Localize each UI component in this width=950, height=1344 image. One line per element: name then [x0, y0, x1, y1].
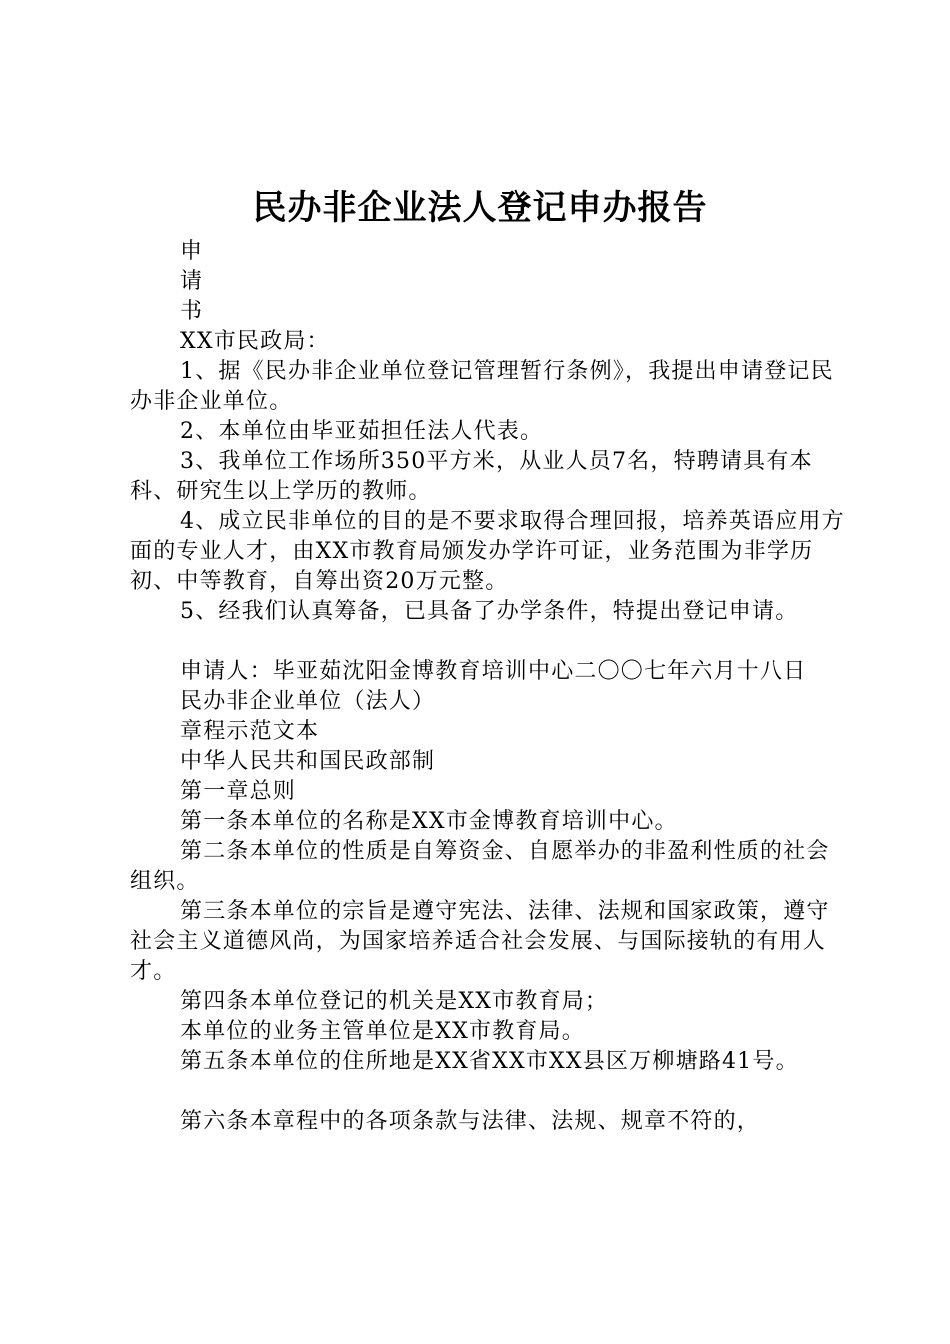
article-1: 第一条本单位的名称是XX市金博教育培训中心。 [180, 809, 678, 834]
paragraph-shu: 书 [180, 299, 204, 324]
document-title: 民办非企业法人登记申办报告 [252, 188, 708, 228]
blank-line [130, 627, 850, 657]
article-6: 第六条本章程中的各项条款与法律、法规、规章不符的， [180, 1109, 761, 1134]
paragraph-item-3: 3、我单位工作场所350平方米，从业人员7名，特聘请具有本科、研究生以上学历的教师。 [130, 449, 813, 504]
paragraph-addressee: XX市民政局： [180, 329, 330, 354]
article-3: 第三条本单位的宗旨是遵守宪法、法律、法规和国家政策，遵守社会主义道德风尚，为国家培养适合社会发展、与国际接轨的有用人才。 [130, 899, 830, 984]
paragraph-item-2: 2、本单位由毕亚茹担任法人代表。 [180, 419, 544, 444]
paragraph-issuer: 中华人民共和国民政部制 [180, 749, 436, 774]
document-body [130, 237, 850, 1137]
paragraph-template-title: 章程示范文本 [180, 719, 320, 744]
paragraph-unit-type: 民办非企业单位（法人） [180, 689, 436, 714]
article-4-continued: 本单位的业务主管单位是XX市教育局。 [180, 1019, 585, 1044]
paragraph-applicant: 申请人：毕亚茹沈阳金博教育培训中心二〇〇七年六月十八日 [180, 659, 807, 684]
paragraph-item-1: 1、据《民办非企业单位登记管理暂行条例》，我提出申请登记民办非企业单位。 [130, 359, 834, 414]
blank-line [130, 1077, 850, 1107]
paragraph-shen: 申 [180, 239, 204, 264]
article-5: 第五条本单位的住所地是XX省XX市XX县区万柳塘路41号。 [180, 1049, 799, 1074]
paragraph-item-4: 4、成立民非单位的目的是不要求取得合理回报，培养英语应用方面的专业人才，由XX市教育局颁发办学许可证，业务范围为非学历初、中等教育，自筹出资20万元整。 [130, 509, 845, 594]
paragraph-qing: 请 [180, 269, 204, 294]
paragraph-item-5: 5、经我们认真筹备，已具备了办学条件，特提出登记申请。 [180, 599, 799, 624]
chapter-heading: 第一章总则 [180, 779, 297, 804]
article-2: 第二条本单位的性质是自筹资金、自愿举办的非盈利性质的社会组织。 [130, 839, 830, 894]
article-4: 第四条本单位登记的机关是XX市教育局； [180, 989, 609, 1014]
